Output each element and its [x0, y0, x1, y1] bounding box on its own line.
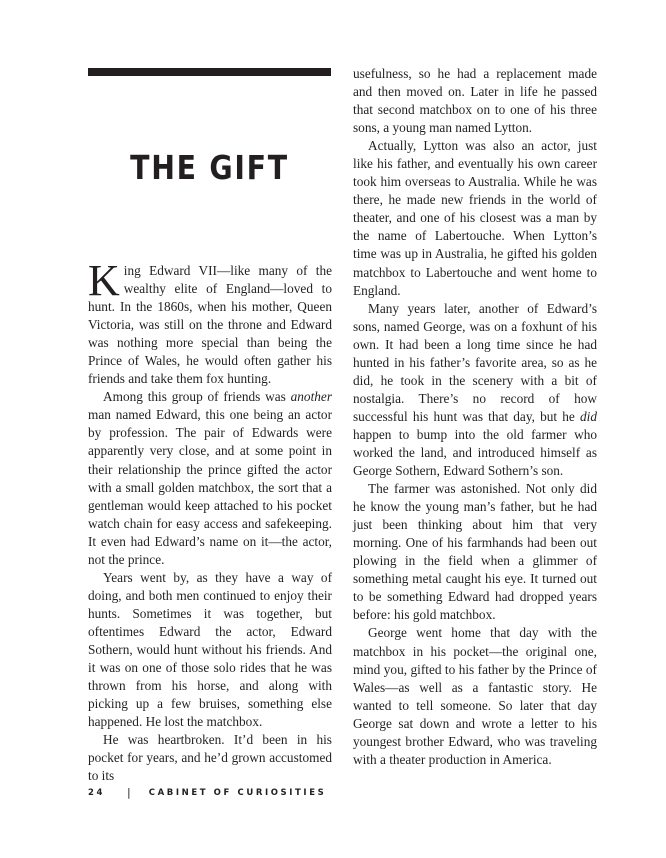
paragraph: Years went by, as they have a way of doing, and both men continued to enjoy their hunts. Sometimes it was together, but oftentimes Edward the actor, Edward Sothern, would hunt without his friends. And it was on one of those solo rides that he was thrown from his horse, and along with picking up a few bruises, something else happened. He lost the matchbox. — [88, 569, 332, 730]
drop-cap: K — [88, 256, 120, 305]
title-rule — [88, 68, 331, 76]
footer-separator: | — [127, 786, 131, 799]
paragraph: Many years later, another of Edward’s sons, named George, was on a foxhunt of his own. It had been a long time since he had hunted in his father’s favorite area, so as he did, he took in the scenery with a bit of nostalgia. There’s no record of how successful his hunt was that day, but he did happen to bump into the old farmer who worked the land, and introduced himself as George Sothern, Edward Sothern’s son. — [353, 300, 597, 479]
running-head: CABINET OF CURIOSITIES — [148, 787, 327, 798]
paragraph: George went home that day with the matchbox in his pocket—the original one, mind you, gifted to his father by the Prince of Wales—as well as a fantastic story. He wanted to tell someone. So later that day George sat down and wrote a letter to his youngest brother Edward, who was traveling with a theater production in America. — [353, 625, 597, 767]
page-footer — [88, 786, 326, 799]
paragraph: Actually, Lytton was also an actor, just like his father, and eventually his own career took him overseas to Australia. While he was there, he made new friends in the world of theater, and one of his closest was a man by the name of Labertouche. When Lytton’s time was up in Australia, he gifted his golden matchbox to Labertouche and went home to England. — [353, 138, 597, 298]
page-number: 24 — [88, 787, 106, 798]
paragraph: The farmer was astonished. Not only did he know the young man’s father, but he had just been thinking about him that very morning. One of his farmhands had been out plowing in the field when a glimmer of something metal caught his eye. It turned out to be something Edward had dropped years before: his gold matchbox. — [353, 481, 597, 623]
paragraph: King Edward VII—like many of the wealthy elite of England—loved to hunt. In the 1860s, when his mother, Queen Victoria, was still on the throne and Edward was nothing more special than being the Prince of Wales, he would often gather his friends and take them fox hunting. — [88, 256, 332, 387]
left-column — [88, 256, 332, 785]
paragraph: He was heartbroken. It’d been in his pocket for years, and he’d grown accustomed to its — [88, 732, 332, 784]
chapter-title: THE GIFT — [130, 148, 289, 187]
right-column — [353, 65, 597, 769]
paragraph: usefulness, so he had a replacement made and then moved on. Later in life he passed that second matchbox on to one of his three sons, a young man named Lytton. — [353, 66, 597, 136]
paragraph: Among this group of friends was another man named Edward, this one being an actor by profession. The pair of Edwards were apparently very close, and at some point in their relationship the prince gifted the actor with a small golden matchbox, the sort that a gentleman would keep attached to his pocket watch chain for easy access and safekeeping. It even had Edward’s name on it—the actor, not the prince. — [88, 389, 332, 567]
